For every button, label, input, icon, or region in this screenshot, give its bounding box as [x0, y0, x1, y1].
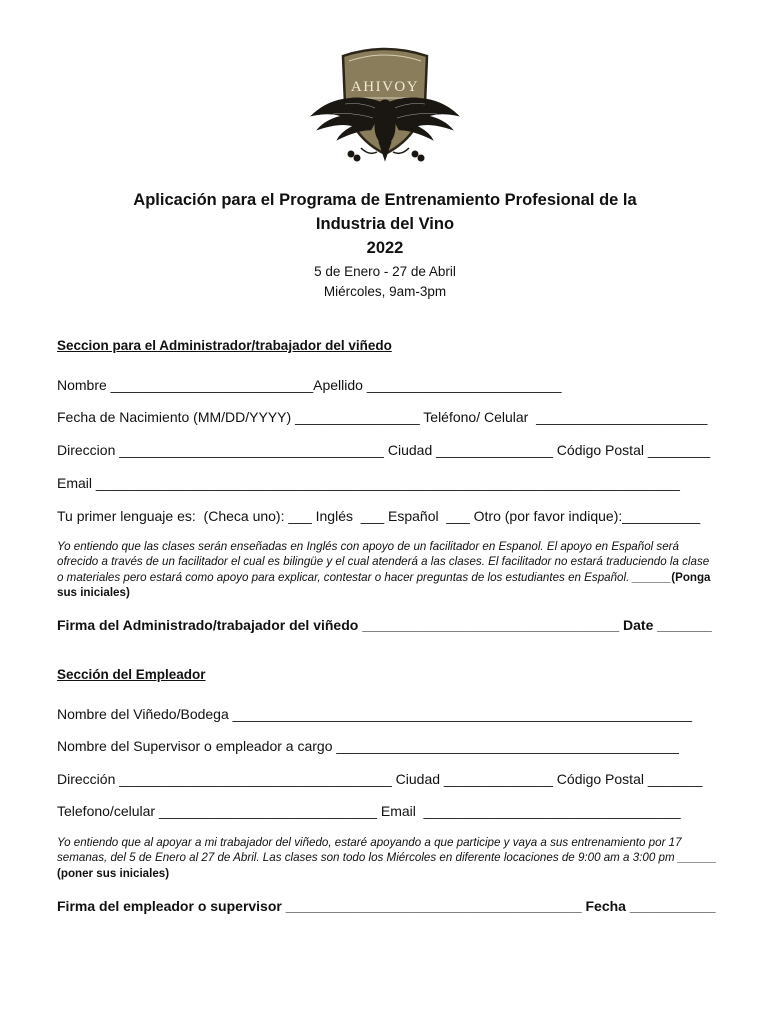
- employer-vineyard-field[interactable]: Nombre del Viñedo/Bodega ___________________________________________________________: [57, 706, 693, 722]
- employer-note-initials[interactable]: (poner sus iniciales): [57, 866, 170, 880]
- employer-supervisor-field[interactable]: Nombre del Supervisor o empleador a cargo ____________________________________________: [57, 738, 679, 754]
- employer-phone-email-field[interactable]: Telefono/celular ____________________________ Email _________________________________: [57, 803, 681, 819]
- ahivoy-logo: [305, 42, 465, 170]
- employer-address-field[interactable]: Dirección ___________________________________ Ciudad ______________ Código Postal _______: [57, 771, 703, 787]
- worker-address-field[interactable]: Direccion __________________________________ Ciudad _______________ Código Postal ________: [57, 442, 711, 458]
- worker-acknowledgement-note: [57, 539, 717, 600]
- employer-acknowledgement-note: [57, 835, 717, 881]
- worker-note-text: Yo entiendo que las clases serán enseñadas en Inglés con apoyo de un facilitador en Espanol. El apoyo en Español será ofrecido a través de un facilitador el cual es bilingüe y el cual atenderá a las clases. El facilitador no estará traduciendo la clase o materiales pero estará como apoyo para explicar, contestar o hacer preguntas de los estudiantes en Español. ______: [57, 540, 710, 584]
- worker-language-field[interactable]: Tu primer lenguaje es: (Checa uno): ___ Inglés ___ Español ___ Otro (por favor indique):__________: [57, 508, 701, 524]
- program-dates: 5 de Enero - 27 de Abril: [314, 264, 456, 279]
- employer-note-text: Yo entiendo que al apoyar a mi trabajador del viñedo, estaré apoyando a que participe y vaya a sus entrenamiento por 17 semanas, del 5 de Enero al 27 de Abril. Las clases son todo los Miércoles en diferente locaciones de 9:00 am a 3:00 pm ______: [57, 836, 717, 865]
- form-title-line-1: Aplicación para el Programa de Entrenamiento Profesional de la: [133, 191, 637, 209]
- worker-section-heading: Seccion para el Administrador/trabajador del viñedo: [57, 338, 392, 353]
- worker-email-field[interactable]: Email ___________________________________________________________________________: [57, 475, 680, 491]
- worker-name-field[interactable]: Nombre __________________________Apellido _________________________: [57, 377, 562, 393]
- form-year: 2022: [366, 239, 404, 257]
- employer-section-heading: Sección del Empleador: [57, 667, 206, 682]
- eagle-icon: [311, 98, 459, 161]
- worker-birth-phone-field[interactable]: Fecha de Nacimiento (MM/DD/YYYY) ________________ Teléfono/ Celular ______________________: [57, 409, 708, 425]
- logo-text: AHIVOY: [350, 79, 420, 95]
- worker-note-initials[interactable]: (Ponga sus iniciales): [57, 570, 711, 599]
- employer-signature-field[interactable]: Firma del empleador o supervisor ______________________________________ Fecha ___________: [57, 898, 716, 914]
- worker-signature-field[interactable]: Firma del Administrado/trabajador del viñedo _________________________________ Date _______: [57, 617, 712, 633]
- form-title-line-2: Industria del Vino: [315, 215, 455, 233]
- program-schedule: Miércoles, 9am-3pm: [323, 284, 447, 299]
